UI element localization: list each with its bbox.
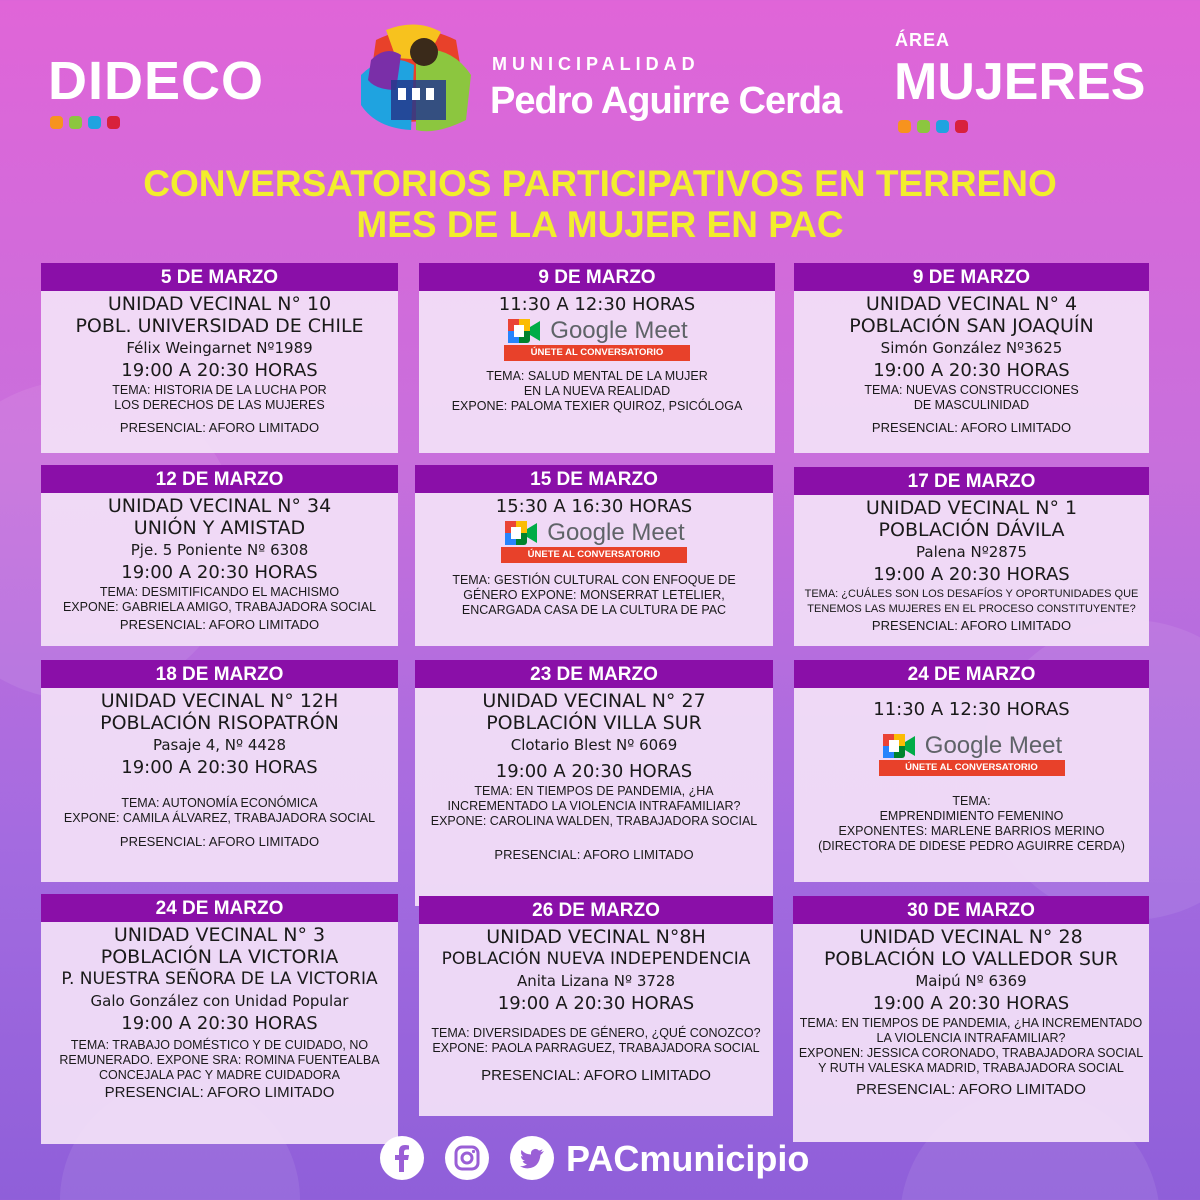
dideco-brand: DIDECO — [48, 51, 265, 111]
presencial-note: PRESENCIAL: AFORO LIMITADO — [119, 834, 320, 849]
google-meet-icon — [881, 732, 917, 760]
neighborhood-unit: UNIDAD VECINAL N° 3 — [113, 924, 326, 946]
instagram-icon[interactable] — [445, 1136, 489, 1180]
google-meet-icon — [506, 317, 542, 345]
event-card — [415, 660, 773, 906]
event-topic: EN LA NUEVA REALIDAD — [523, 384, 671, 398]
google-meet-logo — [419, 317, 775, 345]
event-hours: 19:00 A 20:30 HORAS — [873, 564, 1070, 585]
event-address: Pje. 5 Poniente Nº 6308 — [130, 541, 309, 559]
event-hours: 11:30 A 12:30 HORAS — [873, 699, 1070, 720]
presencial-note: PRESENCIAL: AFORO LIMITADO — [119, 617, 320, 632]
event-hours: 19:00 A 20:30 HORAS — [495, 761, 693, 782]
google-meet-text: Google Meet — [547, 519, 685, 546]
event-address: Galo González con Unidad Popular — [90, 992, 349, 1010]
event-speaker: EXPONEN: JESSICA CORONADO, TRABAJADORA SOCIAL — [798, 1046, 1144, 1060]
event-hours: 19:00 A 20:30 HORAS — [497, 993, 695, 1014]
event-date: 24 DE MARZO — [41, 894, 398, 922]
neighborhood-name: POBLACIÓN LO VALLEDOR SUR — [823, 948, 1119, 970]
neighborhood-name: POBLACIÓN SAN JOAQUÍN — [849, 315, 1094, 337]
event-hours: 11:30 A 12:30 HORAS — [498, 294, 696, 315]
event-card — [415, 465, 773, 646]
event-hours: 19:00 A 20:30 HORAS — [121, 1013, 318, 1034]
neighborhood-name: UNIÓN Y AMISTAD — [133, 517, 306, 539]
event-topic: TEMA: — [952, 794, 991, 808]
neighborhood-unit: UNIDAD VECINAL N° 27 — [482, 690, 706, 712]
event-topic: TEMA: GESTIÓN CULTURAL CON ENFOQUE DE — [452, 573, 736, 587]
presencial-note: PRESENCIAL: AFORO LIMITADO — [871, 420, 1072, 435]
google-meet-logo — [794, 732, 1149, 760]
event-address: Simón González Nº3625 — [880, 339, 1063, 357]
event-address: Clotario Blest Nº 6069 — [510, 736, 678, 754]
event-date: 17 DE MARZO — [794, 467, 1149, 495]
area-name: MUJERES — [894, 53, 1146, 111]
page-title-line2: MES DE LA MUJER EN PAC — [356, 204, 844, 245]
google-meet-text: Google Meet — [924, 732, 1063, 759]
presencial-note: PRESENCIAL: AFORO LIMITADO — [119, 420, 320, 435]
event-address: Anita Lizana Nº 3728 — [516, 972, 676, 990]
neighborhood-name: POBLACIÓN RISOPATRÓN — [100, 712, 339, 734]
event-topic: TEMA: HISTORIA DE LA LUCHA POR — [112, 383, 327, 397]
event-card — [41, 263, 398, 453]
presencial-note: PRESENCIAL: AFORO LIMITADO — [856, 1081, 1086, 1098]
municipality-label: MUNICIPALIDAD — [492, 54, 700, 74]
event-topic: INCREMENTADO LA VIOLENCIA INTRAFAMILIAR? — [447, 799, 741, 813]
event-speaker: EXPONE: CAROLINA WALDEN, TRABAJADORA SOCIAL — [430, 814, 758, 828]
event-topic: TEMA: EN TIEMPOS DE PANDEMIA, ¿HA — [474, 784, 714, 798]
event-topic: TEMA: DIVERSIDADES DE GÉNERO, ¿QUÉ CONOZCO? — [431, 1026, 761, 1040]
event-topic: EMPRENDIMIENTO FEMENINO — [879, 809, 1064, 823]
neighborhood-name: POBLACIÓN VILLA SUR — [486, 712, 702, 734]
event-date: 18 DE MARZO — [41, 660, 398, 688]
event-topic: TENEMOS LAS MUJERES EN EL PROCESO CONSTITUYENTE? — [807, 603, 1136, 615]
presencial-note: PRESENCIAL: AFORO LIMITADO — [481, 1067, 711, 1084]
event-address: Maipú Nº 6369 — [915, 972, 1027, 990]
event-address: Pasaje 4, Nº 4428 — [152, 736, 287, 754]
event-topic: LOS DERECHOS DE LAS MUJERES — [114, 398, 325, 412]
municipality-logo — [356, 20, 474, 138]
event-date: 23 DE MARZO — [415, 660, 773, 688]
event-card — [419, 263, 775, 453]
presencial-note: PRESENCIAL: AFORO LIMITADO — [494, 847, 694, 862]
page-title-line1: CONVERSATORIOS PARTICIPATIVOS EN TERRENO — [143, 163, 1057, 204]
event-topic: TEMA: NUEVAS CONSTRUCCIONES — [864, 383, 1079, 397]
event-hours: 19:00 A 20:30 HORAS — [121, 360, 318, 381]
event-speaker: (DIRECTORA DE DIDESE PEDRO AGUIRRE CERDA) — [818, 839, 1125, 853]
event-speaker: ENCARGADA CASA DE LA CULTURA DE PAC — [461, 603, 727, 617]
join-conversation-button[interactable]: ÚNETE AL CONVERSATORIO — [879, 760, 1065, 776]
event-address: Félix Weingarnet Nº1989 — [126, 339, 313, 357]
twitter-icon — [510, 1136, 554, 1180]
social-handle: PACmunicipio — [566, 1138, 810, 1179]
event-date: 9 DE MARZO — [794, 263, 1149, 291]
facebook-icon — [380, 1136, 424, 1180]
event-topic: TEMA: DESMITIFICANDO EL MACHISMO — [99, 585, 340, 599]
neighborhood-unit: UNIDAD VECINAL N° 1 — [865, 497, 1078, 519]
join-conversation-button[interactable]: ÚNETE AL CONVERSATORIO — [501, 547, 687, 563]
neighborhood-unit: UNIDAD VECINAL N°8H — [486, 926, 706, 948]
event-card — [793, 896, 1149, 1142]
neighborhood-name: POBLACIÓN NUEVA INDEPENDENCIA — [441, 949, 751, 969]
event-card — [794, 660, 1149, 882]
google-meet-logo — [415, 519, 773, 547]
neighborhood-name: POBLACIÓN LA VICTORIA — [100, 946, 339, 968]
event-speaker: EXPONE: CAMILA ÁLVAREZ, TRABAJADORA SOCIAL — [63, 811, 376, 825]
twitter-icon[interactable] — [510, 1136, 554, 1180]
instagram-icon — [445, 1136, 489, 1180]
neighborhood-subname: P. NUESTRA SEÑORA DE LA VICTORIA — [61, 969, 378, 989]
presencial-note: PRESENCIAL: AFORO LIMITADO — [104, 1084, 335, 1101]
facebook-icon[interactable] — [380, 1136, 424, 1180]
event-topic: TEMA: EN TIEMPOS DE PANDEMIA, ¿HA INCREMENTADO — [799, 1016, 1143, 1030]
neighborhood-unit: UNIDAD VECINAL N° 10 — [107, 293, 332, 315]
event-date: 5 DE MARZO — [41, 263, 398, 291]
event-date: 30 DE MARZO — [793, 896, 1149, 924]
event-card — [41, 660, 398, 882]
neighborhood-unit: UNIDAD VECINAL N° 12H — [100, 690, 339, 712]
brand-dots — [50, 116, 120, 129]
event-card — [41, 894, 398, 1144]
event-hours: 19:00 A 20:30 HORAS — [121, 562, 318, 583]
event-date: 9 DE MARZO — [419, 263, 775, 291]
presencial-note: PRESENCIAL: AFORO LIMITADO — [871, 618, 1072, 633]
neighborhood-name: POBL. UNIVERSIDAD DE CHILE — [75, 315, 364, 337]
event-card — [794, 467, 1149, 646]
google-meet-text: Google Meet — [550, 317, 688, 344]
event-topic: DE MASCULINIDAD — [913, 398, 1030, 412]
neighborhood-unit: UNIDAD VECINAL N° 28 — [859, 926, 1083, 948]
event-topic: TEMA: ¿CUÁLES SON LOS DESAFÍOS Y OPORTUNIDADES QUE — [804, 588, 1139, 600]
neighborhood-unit: UNIDAD VECINAL N° 4 — [865, 293, 1078, 315]
event-hours: 19:00 A 20:30 HORAS — [121, 757, 318, 778]
event-hours: 15:30 A 16:30 HORAS — [495, 496, 693, 517]
neighborhood-unit: UNIDAD VECINAL N° 34 — [107, 495, 332, 517]
event-speaker: EXPONE: PAOLA PARRAGUEZ, TRABAJADORA SOCIAL — [432, 1041, 760, 1055]
event-hours: 19:00 A 20:30 HORAS — [873, 360, 1070, 381]
neighborhood-name: POBLACIÓN DÁVILA — [878, 519, 1065, 541]
event-address: Palena Nº2875 — [916, 543, 1027, 561]
event-topic: TEMA: TRABAJO DOMÉSTICO Y DE CUIDADO, NO — [70, 1038, 369, 1052]
event-topic: LA VIOLENCIA INTRAFAMILIAR? — [876, 1031, 1066, 1045]
google-meet-icon — [503, 519, 539, 547]
event-card — [794, 263, 1149, 453]
event-speaker: EXPONE: GABRIELA AMIGO, TRABAJADORA SOCIAL — [62, 600, 377, 614]
event-topic: TEMA: AUTONOMÍA ECONÓMICA — [121, 796, 318, 810]
event-card — [419, 896, 773, 1116]
event-card — [41, 465, 398, 646]
municipality-name: Pedro Aguirre Cerda — [490, 80, 842, 122]
event-speaker: EXPONENTES: MARLENE BARRIOS MERINO — [838, 824, 1105, 838]
brand-dots — [898, 120, 968, 133]
area-label: ÁREA — [895, 30, 951, 50]
event-speaker: CONCEJALA PAC Y MADRE CUIDADORA — [98, 1068, 341, 1082]
event-hours: 19:00 A 20:30 HORAS — [872, 993, 1070, 1014]
join-conversation-button[interactable]: ÚNETE AL CONVERSATORIO — [504, 345, 690, 361]
event-date: 12 DE MARZO — [41, 465, 398, 493]
event-date: 15 DE MARZO — [415, 465, 773, 493]
event-speaker: EXPONE: PALOMA TEXIER QUIROZ, PSICÓLOGA — [451, 399, 743, 413]
event-topic: TEMA: SALUD MENTAL DE LA MUJER — [486, 369, 708, 383]
event-topic: REMUNERADO. EXPONE SRA: ROMINA FUENTEALBA — [59, 1053, 380, 1067]
event-speaker: Y RUTH VALESKA MADRID, TRABAJADORA SOCIAL — [818, 1061, 1124, 1075]
event-date: 24 DE MARZO — [794, 660, 1149, 688]
event-date: 26 DE MARZO — [419, 896, 773, 924]
event-topic: GÉNERO EXPONE: MONSERRAT LETELIER, — [463, 588, 725, 602]
